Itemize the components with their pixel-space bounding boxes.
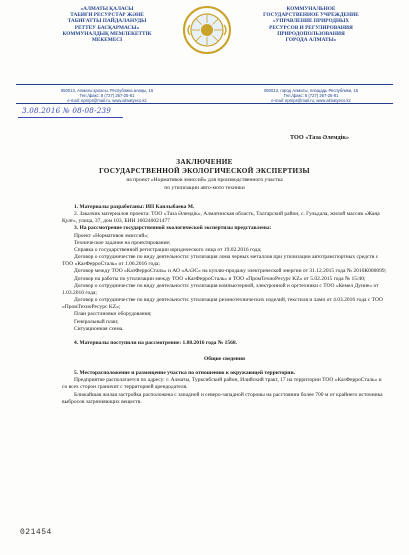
handwritten-reference: 3.08.2016 № 08-08-239 — [22, 106, 112, 115]
header-right-russian — [236, 6, 386, 43]
list-item: Проект «Нормативов эмиссий»; — [74, 232, 149, 239]
address-line: e-mail: eprirpr@mail.ru, www.almatyeco.kz — [67, 98, 147, 103]
header-right-line: ПРИРОДОПОЛЬЗОВАНИЯ — [277, 30, 345, 37]
section-heading-general: Общие сведения — [204, 355, 245, 362]
section-4: 4. Материалы поступили на рассмотрение: 1.08.2016 года № 1568. — [74, 339, 238, 346]
header-right-line: «УПРАВЛЕНИЕ ПРИРОДНЫХ — [272, 18, 350, 25]
document-body — [62, 204, 387, 406]
list-item: Договор о сотрудничестве по виду деятельности: утилизация компьютерной, электронной и оргтехники с ТОО «Кемел Дуние» от 1.03.2016 года; — [62, 282, 379, 296]
address-left — [32, 88, 182, 103]
header-left-line: МЕКЕМЕСІ — [91, 37, 123, 44]
handwritten-underline — [18, 117, 123, 118]
header-left-kazakh — [32, 6, 182, 43]
list-item: Генеральный план; — [74, 318, 119, 325]
address-right — [236, 88, 386, 103]
address-line: 050013, Алматы қаласы, Республика алаңы, 15 — [60, 88, 154, 93]
list-item: Справка о государственной регистрации юридического лица от 19.02.2016 года; — [74, 246, 262, 253]
header-right-line: ГОСУДАРСТВЕННОЕ УЧРЕЖДЕНИЕ — [263, 12, 359, 19]
section-2: 2. Заказчик материалов проекта: ТОО «Таза Әлемдік», Алматинская область, Талгарский район, с. Гульдала, жилой массив «Жаңа Қуат», улица, 37, дом 103, БИН 160240021477 — [62, 211, 380, 225]
header-left-line: КОММУНАЛДЫҚ МЕМЛЕКЕТТІК — [62, 30, 152, 37]
list-item: Техническое задание на проектирование; — [74, 239, 171, 246]
address-line: Тел./факс: 8 (727) 267-25-81 — [79, 93, 135, 98]
state-emblem-icon — [182, 5, 232, 55]
paragraph: Ближайшая жилая застройка расположена с западной и северо-западной стороны на расстоянии более 700 м от крайнего источника выбросов загрязняющих веществ. — [62, 391, 383, 405]
section-5: 5. Месторасположение и размещение участка по отношению к окружающей территории. — [74, 370, 295, 377]
header-left-line: ТАБИҒИ РЕСУРСТАР ЖӘНЕ — [70, 12, 144, 19]
address-line: Тел./факс: 8 (727) 267-25-81 — [283, 93, 339, 98]
section-1: 1. Материалы разработаны: ИП Канлыбаева М. — [74, 204, 195, 210]
document-subtitle: на проект «Нормативов эмиссий» для производственного участка — [126, 177, 283, 183]
document-subtitle-line2: по утилизации авто-мото техники — [164, 185, 245, 191]
list-item: Договор между ТОО «КазФерроСталь» и АО «АлЭС» на куплю-продажу электрической энергии от 31.12.2015 года № 2016К000099; — [74, 268, 387, 275]
list-item: Договор о сотрудничестве по виду деятельности: утилизация резинотехнических изделий, текстиля и ламп от 4.03.2016 года с ТОО «ПромТехноРесурс KZ»; — [62, 297, 383, 311]
list-item: План расстановки оборудования; — [74, 311, 152, 318]
header-left-line: ТАБИҒАТТЫ ПАЙДАЛАНУДЫ — [67, 18, 147, 25]
header-right-line: КОММУНАЛЬНОЕ — [286, 6, 336, 12]
header-left-line: РЕТТЕУ БАСҚАРМАСЫ» — [74, 24, 140, 31]
paragraph: Предприятие располагается по адресу: г. Алматы, Турксибский район, Илийский тракт, 17 на территории ТОО «КазФерроСталь» и со всех сторон граничит с территорией арендодателя. — [62, 377, 382, 391]
header-right-line: ГОРОДА АЛМАТЫ» — [285, 37, 337, 44]
header-right-line: РЕСУРСОВ И РЕГУЛИРОВАНИЯ — [269, 24, 353, 31]
header-rule-bottom — [16, 103, 393, 104]
document-title: ЗАКЛЮЧЕНИЕ — [176, 158, 233, 166]
header-rule-top — [16, 84, 393, 85]
document-title-line2: ГОСУДАРСТВЕННОЙ ЭКОЛОГИЧЕСКОЙ ЭКСПЕРТИЗЫ — [99, 167, 310, 175]
document-serial-number: 021454 — [20, 528, 52, 537]
address-line: 050013, город Алматы, площадь Республики, 15 — [263, 88, 359, 93]
section-3: 3. На рассмотрение государственной экологической экспертизы представлены: — [74, 225, 272, 232]
list-item: Ситуационная схема. — [74, 325, 124, 332]
header-left-line: «АЛМАТЫ ҚАЛАСЫ — [80, 6, 134, 12]
address-line: e-mail: eprirpr@mail.ru, www.almatyeco.kz — [271, 98, 351, 103]
list-item: Договор на работы по утилизации между ТОО «КазФерроСталь» и ТОО «ПромТехноРесурс KZ» от 5.02.2015 года № 15/40; — [74, 275, 366, 282]
list-item: Договор о сотрудничестве по виду деятельности: утилизация лома черных металлов при утилизации автотранспортных средств с ТОО «КазФерроСталь» от 1.06.2016 года; — [62, 254, 379, 268]
recipient: ТОО «Таза Әлемдік» — [290, 134, 350, 141]
